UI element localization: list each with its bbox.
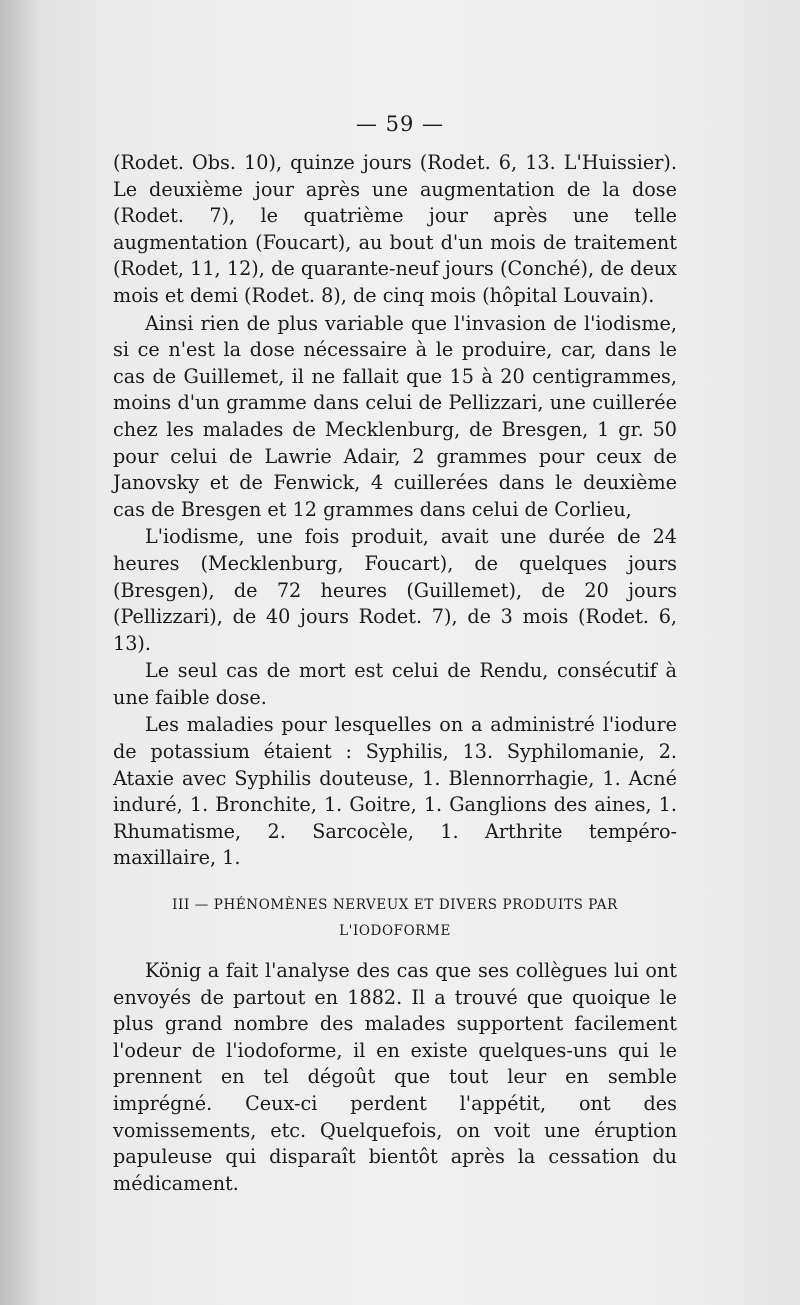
paragraph-continuation: (Rodet. Obs. 10), quinze jours (Rodet. 6, 13. L'Huissier). Le deuxième jour après une augmentation de la dose (Rodet. 7), le quatrième jour après une telle augmentation (Foucart), au bout d'un mois de traitement (Rodet, 11, 12), de quarante-neuf jours (Conché), de deux mois et demi (Rodet. 8), de cinq mois (hôpital Louvain). (113, 151, 677, 307)
paragraph-iodisme-dose: Ainsi rien de plus variable que l'invasion de l'iodisme, si ce n'est la dose nécessaire à le produire, car, dans le cas de Guillemet, il ne fallait que 15 à 20 centigrammes, moins d'un gramme dans celui de Pellizzari, une cuillerée chez les malades de Mecklenburg, de Bresgen, 1 gr. 50 pour celui de Lawrie Adair, 2 grammes pour ceux de Janovsky et de Fenwick, 4 cuillerées dans le deuxième cas de Bresgen et 12 grammes dans celui de Corlieu, (113, 311, 677, 521)
paragraph-cas-de-mort: Le seul cas de mort est celui de Rendu, consécutif à une faible dose. (113, 659, 677, 709)
section-heading (113, 892, 677, 944)
paragraph-iodisme-duree: L'iodisme, une fois produit, avait une durée de 24 heures (Mecklenburg, Foucart), de quelques jours (Bresgen), de 72 heures (Guillemet), de 20 jours (Pellizzari), de 40 jours Rodet. 7), de 3 mois (Rodet. 6, 13). (113, 525, 677, 655)
page-number: — 59 — (355, 112, 445, 136)
section-heading-line-2: L'IODOFORME (339, 923, 451, 940)
paragraph-iodoforme: König a fait l'analyse des cas que ses collègues lui ont envoyés de partout en 1882. Il a trouvé que quoique le plus grand nombre des malades supportent facilement l'odeur de l'iodoforme, il en existe quelques-uns qui le prennent en tel dégoût que tout leur en semble imprégné. Ceux-ci perdent l'appétit, ont des vomissements, etc. Quelquefois, on voit une éruption papuleuse qui disparaît bientôt après la cessation du médicament. (113, 959, 677, 1195)
body-text (113, 150, 677, 1197)
paragraph-maladies: Les maladies pour lesquelles on a administré l'iodure de potassium étaient : Syphilis, 13. Syphilomanie, 2. Ataxie avec Syphilis douteuse, 1. Blennorrhagie, 1. Acné induré, 1. Bronchite, 1. Goitre, 1. Ganglions des aines, 1. Rhumatisme, 2. Sarcocèle, 1. Arthrite tempéro-maxillaire, 1. (113, 713, 677, 870)
section-heading-line-1: III — PHÉNOMÈNES NERVEUX ET DIVERS PRODUITS PAR (172, 897, 618, 914)
